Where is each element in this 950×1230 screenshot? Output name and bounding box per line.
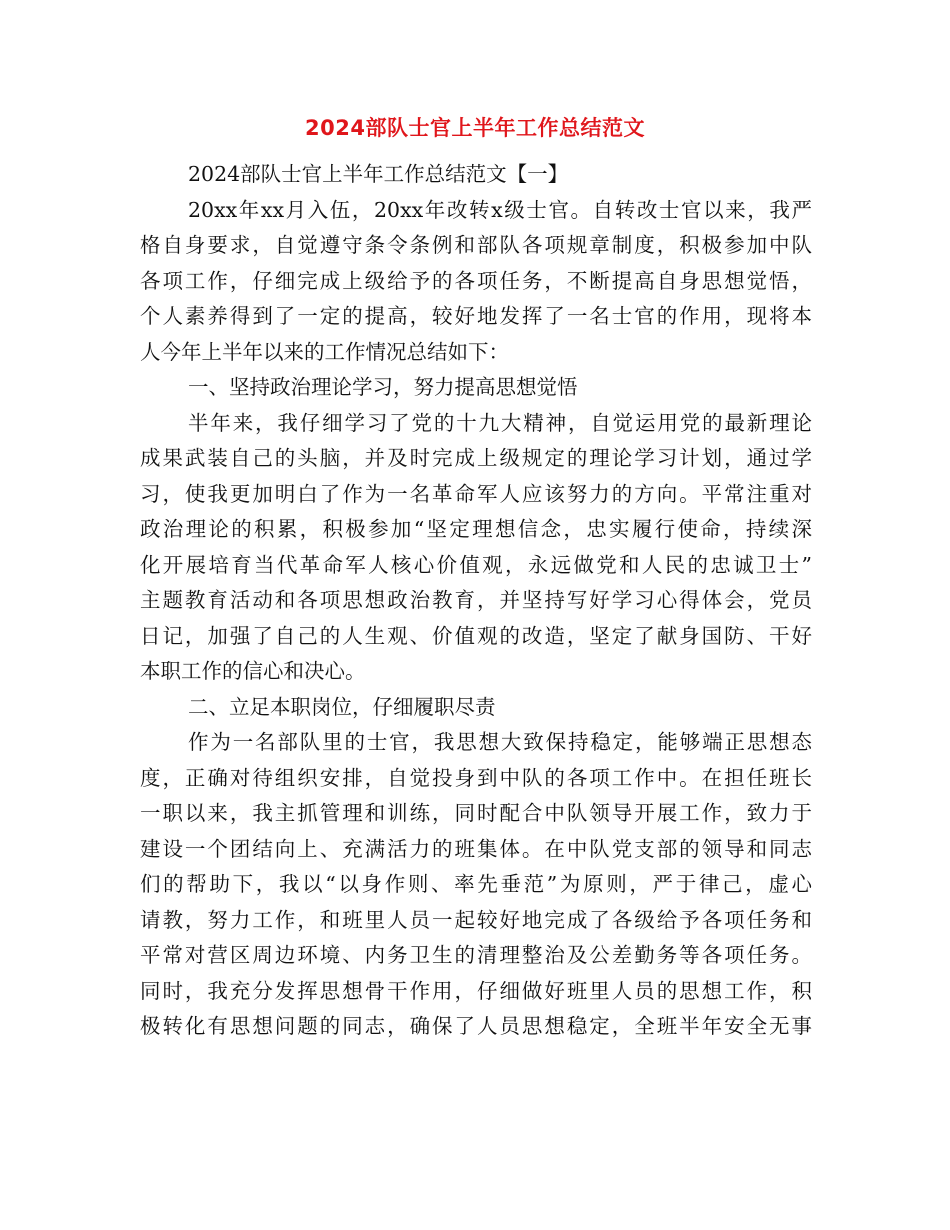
paragraph-line: 成果武装自己的头脑，并及时完成上级规定的理论学习计划，通过学 [140, 446, 812, 470]
paragraph-line: 请教，努力工作，和班里人员一起较好地完成了各级给予各项任务和 [140, 907, 812, 932]
paragraph-line: 一职以来，我主抓管理和训练，同时配合中队领导开展工作，致力于 [140, 801, 812, 825]
paragraph-line: 们的帮助下，我以“以身作则、率先垂范”为原则，严于律己，虚心 [140, 872, 812, 896]
paragraph-line: 同时，我充分发挥思想骨干作用，仔细做好班里人员的思想工作，积 [140, 978, 812, 1003]
paragraph-line: 日记，加强了自己的人生观、价值观的改造，坚定了献身国防、干好 [140, 623, 812, 648]
document-body [140, 157, 812, 1045]
document-title: 2024部队士官上半年工作总结范文 [305, 116, 645, 140]
paragraph-line: 各项工作，仔细完成上级给予的各项任务，不断提高自身思想觉悟， [140, 268, 812, 293]
paragraph-line: 格自身要求，自觉遵守条令条例和部队各项规章制度，积极参加中队 [140, 233, 812, 257]
subheading: 二、立足本职岗位，仔细履职尽责 [188, 694, 496, 719]
paragraph-line: 人今年上半年以来的工作情况总结如下： [140, 339, 509, 364]
paragraph-line: 习，使我更加明白了作为一名革命军人应该努力的方向。平常注重对 [140, 481, 812, 506]
subheading: 一、坚持政治理论学习，努力提高思想觉悟 [188, 375, 578, 399]
paragraph-line: 主题教育活动和各项思想政治教育，并坚持写好学习心得体会，党员 [140, 588, 812, 612]
paragraph-line: 化开展培育当代革命军人核心价值观，永远做党和人民的忠诚卫士” [140, 552, 812, 577]
paragraph-line: 作为一名部队里的士官，我思想大致保持稳定，能够端正思想态 [188, 730, 812, 754]
paragraph-line: 平常对营区周边环境、内务卫生的清理整治及公差勤务等各项任务。 [140, 943, 812, 967]
section-heading-one: 2024部队士官上半年工作总结范文【一】 [188, 162, 569, 186]
paragraph-line: 半年来，我仔细学习了党的十九大精神，自觉运用党的最新理论 [188, 410, 812, 435]
paragraph-line: 建设一个团结向上、充满活力的班集体。在中队党支部的领导和同志 [140, 836, 812, 861]
paragraph-line: 极转化有思想问题的同志，确保了人员思想稳定，全班半年安全无事 [140, 1014, 812, 1038]
paragraph-line: 度，正确对待组织安排，自觉投身到中队的各项工作中。在担任班长 [140, 765, 812, 790]
paragraph-line: 20xx年xx月入伍，20xx年改转x级士官。自转改士官以来，我严 [188, 197, 812, 222]
paragraph-line: 政治理论的积累，积极参加“坚定理想信念，忠实履行使命，持续深 [140, 517, 812, 541]
paragraph-line: 个人素养得到了一定的提高，较好地发挥了一名士官的作用，现将本 [140, 304, 812, 328]
paragraph-line: 本职工作的信心和决心。 [140, 659, 366, 683]
